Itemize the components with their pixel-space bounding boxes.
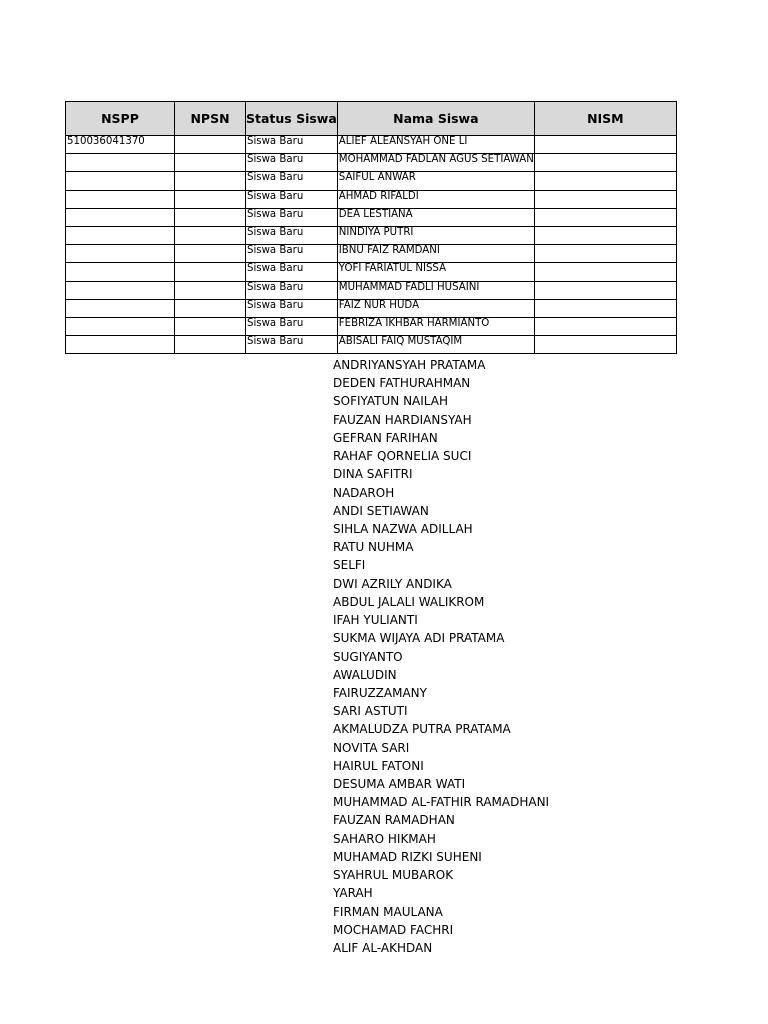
table-row [66, 226, 677, 244]
list-item: DESUMA AMBAR WATI [333, 777, 466, 792]
table-row [66, 136, 677, 154]
name-cell [337, 263, 534, 281]
table-row [66, 263, 677, 281]
nspp-cell [66, 154, 175, 172]
name-cell [337, 245, 534, 263]
nism-cell [534, 336, 676, 354]
table-row [66, 245, 677, 263]
nspp-cell [66, 299, 175, 317]
name-cell [337, 299, 534, 317]
nism-cell [534, 154, 676, 172]
table-row [66, 299, 677, 317]
list-item: SYAHRUL MUBAROK [333, 868, 454, 883]
list-item: RAHAF QORNELIA SUCI [333, 449, 472, 464]
name-text: SAIFUL ANWAR [338, 172, 416, 184]
npsn-cell [175, 299, 246, 317]
status-cell: Siswa Baru [246, 154, 338, 172]
npsn-cell [175, 208, 246, 226]
nism-cell [534, 281, 676, 299]
nism-cell [534, 245, 676, 263]
list-item: SUKMA WIJAYA ADI PRATAMA [333, 631, 505, 646]
name-cell [337, 154, 534, 172]
list-item: GEFRAN FARIHAN [333, 430, 438, 445]
table-row [66, 281, 677, 299]
list-item: MUHAMMAD AL-FATHIR RAMADHANI [333, 795, 550, 810]
npsn-cell [175, 263, 246, 281]
list-item: SELFI [333, 558, 366, 573]
status-cell: Siswa Baru [246, 263, 338, 281]
name-cell [337, 317, 534, 335]
nspp-cell [66, 226, 175, 244]
list-item: SARI ASTUTI [333, 704, 408, 719]
list-item: NADAROH [333, 485, 395, 500]
status-cell: Siswa Baru [246, 172, 338, 190]
list-item: MUHAMAD RIZKI SUHENI [333, 849, 482, 864]
list-item: ABDUL JALALI WALIKROM [333, 594, 485, 609]
nism-cell [534, 226, 676, 244]
name-text: IBNU FAIZ RAMDANI [338, 245, 440, 257]
nism-cell [534, 208, 676, 226]
nspp-cell [66, 281, 175, 299]
header-nspp: NSPP [66, 102, 175, 136]
table-header-row [66, 102, 677, 136]
name-cell [337, 172, 534, 190]
table-row [66, 172, 677, 190]
list-item: FAUZAN RAMADHAN [333, 813, 455, 828]
npsn-cell [175, 336, 246, 354]
extra-name-list [333, 356, 549, 957]
list-item: RATU NUHMA [333, 540, 414, 555]
table-row [66, 190, 677, 208]
table-body [66, 136, 677, 354]
npsn-cell [175, 154, 246, 172]
name-text: ABISALI FAIQ MUSTAQIM [338, 336, 463, 348]
npsn-cell [175, 281, 246, 299]
name-text: FEBRIZA IKHBAR HARMIANTO [338, 317, 490, 329]
list-item: ANDRIYANSYAH PRATAMA [333, 358, 486, 372]
name-text: MUHAMMAD FADLI HUSAINI [338, 281, 480, 293]
list-item: DEDEN FATHURAHMAN [333, 376, 471, 391]
list-item: NOVITA SARI [333, 740, 410, 755]
status-cell: Siswa Baru [246, 317, 338, 335]
nspp-cell [66, 336, 175, 354]
npsn-cell [175, 226, 246, 244]
nspp-cell [66, 208, 175, 226]
nspp-cell [66, 317, 175, 335]
list-item: FAIRUZZAMANY [333, 685, 427, 700]
table-row [66, 154, 677, 172]
name-text: FAIZ NUR HUDA [338, 299, 420, 311]
list-item: YARAH [333, 886, 373, 901]
name-text: AHMAD RIFALDI [338, 190, 419, 202]
list-item: DINA SAFITRI [333, 467, 413, 482]
name-text: NINDIYA PUTRI [338, 226, 414, 238]
list-item: SUGIYANTO [333, 649, 403, 664]
list-item: FAUZAN HARDIANSYAH [333, 412, 472, 427]
name-text: ALIEF ALEANSYAH ONE LI [338, 136, 468, 147]
header-status-siswa: Status Siswa [246, 102, 338, 136]
status-cell: Siswa Baru [246, 281, 338, 299]
name-text: YOFI FARIATUL NISSA [338, 263, 447, 275]
npsn-cell [175, 190, 246, 208]
table-row [66, 336, 677, 354]
name-cell [337, 336, 534, 354]
nism-cell [534, 299, 676, 317]
list-item: IFAH YULIANTI [333, 613, 418, 628]
name-text: DEA LESTIANA [338, 208, 413, 220]
list-item: FIRMAN MAULANA [333, 904, 443, 919]
npsn-cell [175, 136, 246, 154]
list-item: ALIF AL-AKHDAN [333, 941, 433, 955]
list-item: HAIRUL FATONI [333, 758, 424, 773]
name-cell [337, 190, 534, 208]
nism-cell [534, 317, 676, 335]
list-item: SOFIYATUN NAILAH [333, 394, 449, 409]
list-item: SAHARO HIKMAH [333, 831, 436, 846]
status-cell: Siswa Baru [246, 190, 338, 208]
nism-cell [534, 263, 676, 281]
name-cell [337, 226, 534, 244]
npsn-cell [175, 317, 246, 335]
table-row [66, 317, 677, 335]
nspp-cell: 510036041370 [66, 136, 175, 154]
status-cell: Siswa Baru [246, 245, 338, 263]
list-item: ANDI SETIAWAN [333, 503, 429, 518]
name-text: MOHAMMAD FADLAN AGUS SETIAWAN [338, 154, 534, 166]
npsn-cell [175, 172, 246, 190]
student-table [65, 101, 677, 354]
list-item: AWALUDIN [333, 667, 397, 682]
list-item: MOCHAMAD FACHRI [333, 922, 454, 937]
header-nism: NISM [534, 102, 676, 136]
nism-cell [534, 136, 676, 154]
npsn-cell [175, 245, 246, 263]
status-cell: Siswa Baru [246, 299, 338, 317]
table-row [66, 208, 677, 226]
name-cell [337, 136, 534, 154]
name-cell [337, 208, 534, 226]
nism-cell [534, 190, 676, 208]
status-cell: Siswa Baru [246, 226, 338, 244]
status-cell: Siswa Baru [246, 136, 338, 154]
name-cell [337, 281, 534, 299]
nspp-cell [66, 263, 175, 281]
status-cell: Siswa Baru [246, 208, 338, 226]
nism-cell [534, 172, 676, 190]
nspp-cell [66, 190, 175, 208]
list-item: AKMALUDZA PUTRA PRATAMA [333, 722, 511, 737]
nspp-cell [66, 245, 175, 263]
list-item: SIHLA NAZWA ADILLAH [333, 521, 473, 536]
header-nama-siswa: Nama Siswa [337, 102, 534, 136]
nspp-cell [66, 172, 175, 190]
status-cell: Siswa Baru [246, 336, 338, 354]
header-npsn: NPSN [175, 102, 246, 136]
list-item: DWI AZRILY ANDIKA [333, 576, 452, 591]
